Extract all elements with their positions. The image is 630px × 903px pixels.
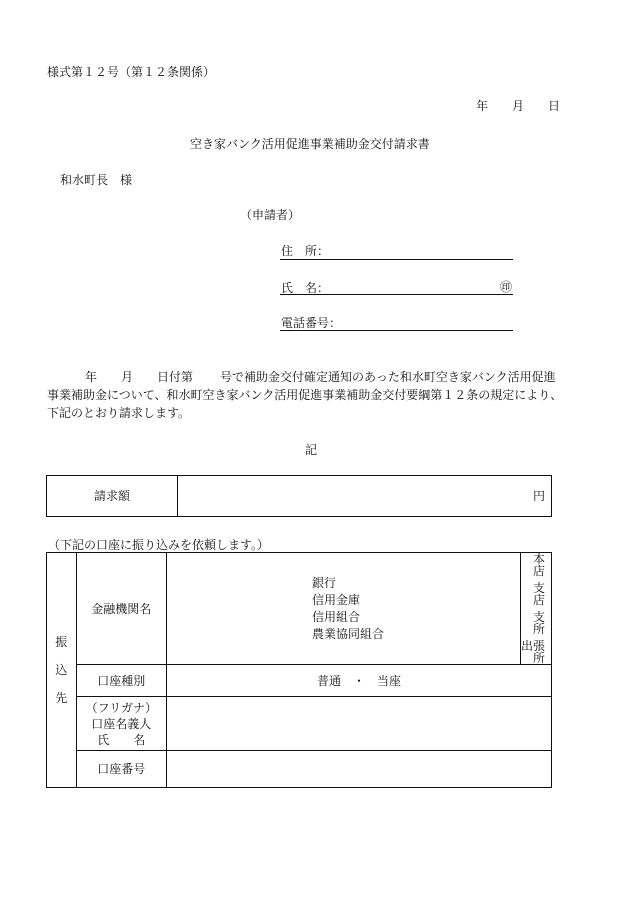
side-char: 先 — [55, 691, 68, 705]
holder-name-label: 氏 名 — [97, 732, 146, 747]
ki-mark: 記 — [305, 443, 318, 457]
form-number: 様式第１２号（第１２条関係） — [47, 65, 216, 79]
yen-unit: 円 — [532, 489, 545, 503]
page-title: 空き家バンク活用促進事業補助金交付請求書 — [190, 137, 430, 151]
request-amount-table — [46, 475, 552, 517]
side-char: 込 — [55, 663, 68, 677]
phone-label: 電話番号： — [281, 316, 342, 330]
body-line3: 下記のとおり請求します。 — [47, 406, 191, 420]
address-label: 住 所： — [281, 244, 330, 258]
branch-name-field[interactable] — [520, 552, 558, 665]
phone-field[interactable] — [280, 330, 513, 331]
date-month: 月 — [512, 99, 525, 113]
branch-type: 支 所 — [532, 610, 558, 636]
body-month: 月 — [121, 370, 134, 384]
account-number-label: 口座番号 — [76, 751, 166, 788]
body-line1: 号で補助金交付確定通知のあった和水町空き家バンク活用促進 — [220, 370, 556, 384]
request-amount-label: 請求額 — [47, 476, 178, 517]
side-char: 振 — [55, 635, 68, 649]
body-line2: 事業補助金について、和水町空き家バンク活用促進事業補助金交付要綱第１２条の規定により、 — [47, 388, 563, 402]
date-year: 年 — [476, 99, 489, 113]
institution-label: 金融機関名 — [76, 553, 166, 665]
address-field[interactable] — [280, 259, 513, 260]
addressee: 和水町長 様 — [60, 173, 133, 187]
date-day: 日 — [548, 99, 561, 113]
transfer-table — [46, 552, 558, 788]
institution-type: 信用金庫 — [311, 593, 360, 607]
request-amount-field[interactable] — [178, 476, 552, 517]
holder-label: 口座名義人 — [91, 716, 152, 731]
institution-type: 農業協同組合 — [311, 627, 384, 641]
seal-mark: ㊞ — [500, 280, 513, 294]
body-year: 年 — [85, 370, 98, 384]
branch-type: 出張所 — [520, 639, 545, 665]
account-type-label: 口座種別 — [76, 665, 166, 697]
branch-type: 本 店 — [532, 552, 558, 578]
name-label: 氏 名： — [281, 281, 330, 295]
account-type-value[interactable]: 普通 ・ 当座 — [166, 665, 551, 697]
account-number-field[interactable] — [166, 751, 551, 788]
applicant-label: （申請者） — [240, 208, 301, 222]
holder-furigana-label: （フリガナ） — [85, 700, 157, 715]
transfer-side-label — [47, 553, 77, 788]
transfer-note: （下記の口座に振り込みを依頼します。） — [48, 538, 270, 552]
body-day: 日付第 — [157, 370, 194, 384]
institution-type: 信用組合 — [311, 610, 360, 624]
institution-type: 銀行 — [311, 576, 336, 590]
account-holder-label — [76, 697, 166, 751]
name-field[interactable] — [280, 294, 513, 295]
institution-name-field[interactable] — [166, 553, 520, 665]
account-holder-field[interactable] — [166, 697, 551, 751]
branch-type: 支 店 — [532, 581, 558, 607]
